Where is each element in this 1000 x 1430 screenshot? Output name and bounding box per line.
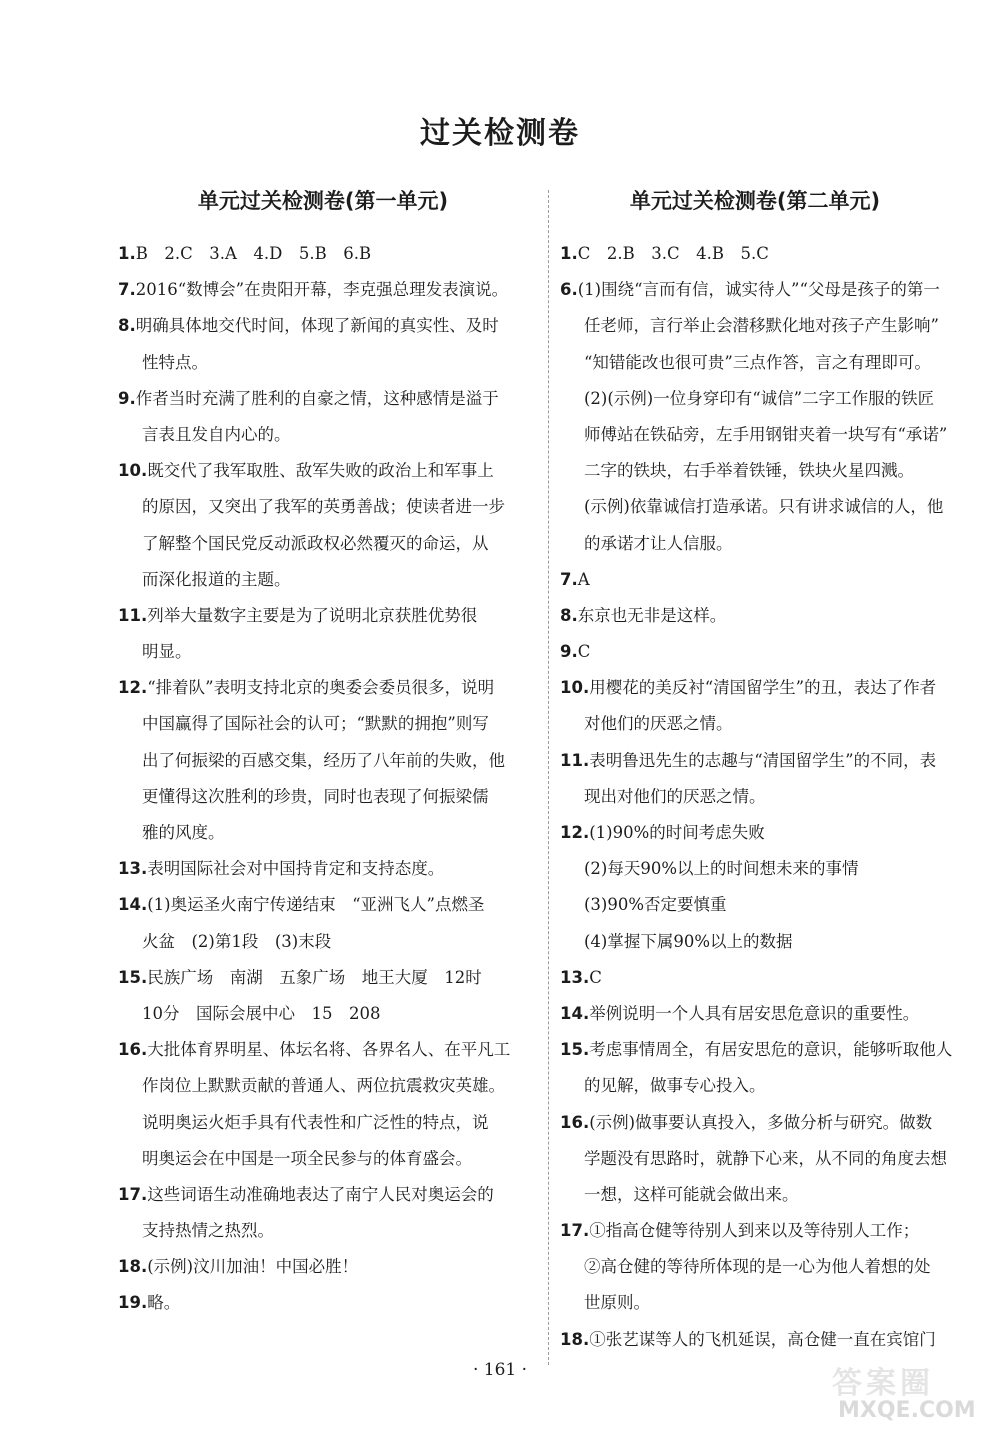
- answer-line: [560, 598, 950, 634]
- answer-line: [560, 526, 950, 562]
- answer-line: [118, 1213, 548, 1249]
- answer-line: [118, 779, 548, 815]
- answer-line: [118, 562, 548, 598]
- answer-line: [560, 1032, 953, 1068]
- answer-text: 明奥运会在中国是一项全民参与的体育盛会。: [142, 1148, 472, 1168]
- answer-text: 2016“数博会”在贵阳开幕，李克强总理发表演说。: [135, 280, 509, 300]
- answer-text: 中国赢得了国际社会的认可；“默默的拥抱”则写: [142, 714, 489, 734]
- question-number: 7.: [560, 569, 578, 589]
- answer-text: 用樱花的美反衬“清国留学生”的丑，表达了作者: [589, 678, 937, 698]
- answer-line: [118, 1105, 548, 1141]
- question-number: 16.: [118, 1040, 148, 1060]
- answer-line: [118, 598, 548, 634]
- question-number: 10.: [118, 461, 148, 481]
- question-number: 17.: [560, 1221, 590, 1241]
- answer-line: [118, 417, 548, 453]
- answer-text: 更懂得这次胜利的珍贵，同时也表现了何振梁儒: [142, 786, 489, 806]
- answer-line: [118, 308, 548, 344]
- answer-text: 火盆 (2)第1段 (3)末段: [142, 931, 332, 951]
- answer-line: [118, 1249, 548, 1285]
- answer-text: (2)每天90%以上的时间想未来的事情: [584, 859, 859, 879]
- question-number: 6.: [560, 280, 578, 300]
- question-number: 13.: [118, 859, 148, 879]
- answer-line: [560, 1141, 950, 1177]
- answer-text: 的见解，做事专心投入。: [584, 1076, 766, 1096]
- answer-line: [560, 417, 950, 453]
- answer-text: 出了何振梁的百感交集，经历了八年前的失败，他: [142, 750, 505, 770]
- answer-line: [118, 1032, 548, 1068]
- answer-text: 雅的风度。: [142, 823, 225, 842]
- answer-line: [118, 960, 548, 996]
- question-number: 17.: [118, 1184, 148, 1204]
- answer-line: [118, 634, 548, 670]
- answer-text: 支持热情之热烈。: [142, 1221, 274, 1241]
- answer-line: [560, 1105, 950, 1141]
- answer-text: (1)围绕“言而有信，诚实待人”“父母是孩子的第一: [577, 280, 940, 300]
- answer-text: “排着队”表明支持北京的奥委会委员很多，说明: [147, 678, 495, 698]
- right-column-heading: 单元过关检测卷(第二单元): [629, 189, 881, 213]
- answer-text: 二字的铁块，右手举着铁锤，铁块火星四溅。: [584, 461, 914, 481]
- answer-line: [560, 887, 950, 923]
- answer-text: C: [577, 642, 591, 662]
- answer-text: (示例)汶川加油！中国必胜！: [147, 1257, 359, 1277]
- answer-text: 一想，这样可能就会做出来。: [584, 1184, 799, 1204]
- answer-text: 作岗位上默默贡献的普通人、两位抗震救灾英雄。: [142, 1076, 505, 1096]
- question-number: 10.: [560, 678, 590, 698]
- answer-text: 世原则。: [584, 1293, 650, 1313]
- answer-line: [118, 670, 548, 706]
- question-number: 7.: [118, 280, 136, 300]
- answer-line: [560, 851, 950, 887]
- answer-line: [560, 924, 950, 960]
- answer-text: 了解整个国民党反动派政权必然覆灭的命运，从: [142, 533, 489, 553]
- answer-line: [560, 743, 950, 779]
- watermark-title: 答案圈: [832, 1366, 934, 1401]
- answer-text: A: [577, 569, 590, 589]
- answer-line: [560, 634, 950, 670]
- answer-text: ②高仓健的等待所体现的是一心为他人着想的处: [584, 1257, 931, 1277]
- question-number: 18.: [560, 1329, 590, 1349]
- page-number: · 161 ·: [472, 1360, 528, 1380]
- answer-text: C: [589, 967, 602, 987]
- answer-line: [118, 236, 548, 272]
- answer-line: [560, 960, 950, 996]
- answer-text: (示例)做事要认真投入，多做分析与研究。做数: [589, 1112, 933, 1132]
- answer-text: (1)奥运圣火南宁传递结束 “亚洲飞人”点燃圣: [147, 895, 485, 915]
- question-number: 15.: [560, 1040, 590, 1060]
- answer-text: (4)掌握下属90%以上的数据: [584, 931, 793, 951]
- page-title: 过关检测卷: [420, 116, 580, 151]
- answer-text: 而深化报道的主题。: [142, 569, 291, 589]
- answer-text: 明显。: [142, 642, 192, 662]
- answer-line: [560, 670, 950, 706]
- answer-line: [118, 526, 548, 562]
- answer-line: [560, 345, 950, 381]
- answer-line: [560, 308, 950, 344]
- answer-text: 的承诺才让人信服。: [584, 533, 733, 553]
- answer-line: [560, 236, 950, 272]
- question-number: 19.: [118, 1293, 148, 1313]
- question-number: 14.: [118, 895, 148, 915]
- answer-text: 略。: [147, 1293, 181, 1313]
- answer-line: [118, 1068, 548, 1104]
- answer-line: [118, 743, 548, 779]
- answer-line: [118, 272, 548, 308]
- answer-line: [560, 453, 950, 489]
- answer-text: “知错能改也很可贵”三点作答，言之有理即可。: [584, 352, 931, 372]
- answer-line: [118, 887, 548, 923]
- answer-line: [118, 1141, 548, 1177]
- answer-text: 考虑事情周全，有居安思危的意识，能够听取他人: [589, 1040, 953, 1060]
- answer-line: [560, 1249, 950, 1285]
- answer-line: [118, 996, 548, 1032]
- watermark-logo: [832, 1358, 992, 1426]
- answer-text: 表明国际社会对中国持肯定和支持态度。: [147, 859, 445, 879]
- answer-text: 说明奥运火炬手具有代表性和广泛性的特点，说: [142, 1112, 489, 1132]
- answer-text: 列举大量数字主要是为了说明北京获胜优势很: [147, 605, 478, 625]
- answer-text: 这些词语生动准确地表达了南宁人民对奥运会的: [147, 1184, 494, 1204]
- answer-text: 言表且发自内心的。: [142, 424, 291, 444]
- answer-line: [560, 706, 950, 742]
- answer-line: [560, 996, 950, 1032]
- answer-line: [560, 815, 950, 851]
- question-number: 16.: [560, 1112, 590, 1132]
- answer-text: ①指高仓健等待别人到来以及等待别人工作；: [589, 1221, 920, 1241]
- answer-line: [560, 562, 950, 598]
- question-number: 8.: [118, 316, 136, 336]
- answer-line: [560, 1068, 950, 1104]
- question-number: 14.: [560, 1003, 590, 1023]
- answer-text: 东京也无非是这样。: [577, 605, 727, 625]
- question-number: 12.: [118, 678, 148, 698]
- answer-line: [118, 453, 548, 489]
- answer-text: 学题没有思路时，就静下心来，从不同的角度去想: [584, 1148, 947, 1168]
- answer-line: [560, 1285, 950, 1321]
- question-number: 9.: [560, 642, 578, 662]
- answer-text: 任老师，言行举止会潜移默化地对孩子产生影响”: [584, 316, 939, 336]
- right-column: [560, 182, 953, 1358]
- answer-line: [560, 272, 950, 308]
- left-column-heading: 单元过关检测卷(第一单元): [197, 189, 449, 213]
- answer-line: [118, 489, 548, 525]
- question-number: 13.: [560, 967, 590, 987]
- answer-text: (3)90%否定要慎重: [584, 895, 727, 915]
- answer-text: 民族广场 南湖 五象广场 地王大厦 12时: [147, 967, 482, 987]
- answer-text: 大批体育界明星、体坛名将、各界名人、在平凡工: [147, 1040, 511, 1060]
- answer-text: 10分 国际会展中心 15 208: [142, 1003, 381, 1023]
- answer-text: 既交代了我军取胜、敌军失败的政治上和军事上: [147, 461, 494, 481]
- answer-text: 举例说明一个人具有居安思危意识的重要性。: [589, 1003, 920, 1023]
- answer-text: C 2.B 3.C 4.B 5.C: [577, 244, 769, 263]
- answer-line: [560, 1177, 950, 1213]
- answer-line: [118, 1177, 548, 1213]
- question-number: 15.: [118, 967, 148, 987]
- answer-line: [560, 489, 950, 525]
- answer-text: 师傅站在铁砧旁，左手用钢钳夹着一块写有“承诺”: [584, 424, 948, 444]
- answer-line: [118, 851, 548, 887]
- answer-line: [560, 1322, 950, 1358]
- question-number: 8.: [560, 605, 578, 625]
- left-answer-list: [118, 236, 548, 1322]
- question-number: 11.: [560, 750, 590, 770]
- question-number: 9.: [118, 388, 136, 408]
- answer-text: (示例)依靠诚信打造承诺。只有讲求诚信的人，他: [584, 497, 944, 517]
- answer-line: [118, 815, 548, 851]
- question-number: 12.: [560, 823, 590, 842]
- answer-line: [118, 1285, 548, 1321]
- answer-text: (2)(示例)一位身穿印有“诚信”二字工作服的铁匠: [584, 388, 935, 408]
- answer-line: [560, 381, 950, 417]
- right-answer-list: [560, 236, 953, 1358]
- answer-line: [118, 381, 548, 417]
- answer-text: 对他们的厌恶之情。: [584, 714, 733, 734]
- answer-line: [560, 779, 950, 815]
- answer-line: [118, 345, 548, 381]
- answer-text: 表明鲁迅先生的志趣与“清国留学生”的不同，表: [589, 750, 937, 770]
- answer-text: 明确具体地交代时间，体现了新闻的真实性、及时: [135, 316, 499, 336]
- answer-text: 现出对他们的厌恶之情。: [584, 786, 766, 806]
- question-number: 11.: [118, 605, 148, 625]
- answer-text: (1)90%的时间考虑失败: [589, 823, 765, 842]
- answer-text: 的原因，又突出了我军的英勇善战；使读者进一步: [142, 497, 505, 517]
- column-divider: [548, 190, 549, 1365]
- answer-text: ①张艺谋等人的飞机延误，高仓健一直在宾馆门: [589, 1329, 936, 1349]
- question-number: 1.: [560, 244, 578, 263]
- question-number: 18.: [118, 1257, 148, 1277]
- answer-text: 性特点。: [142, 352, 208, 372]
- answer-text: 作者当时充满了胜利的自豪之情，这种感情是溢于: [135, 388, 499, 408]
- answer-text: B 2.C 3.A 4.D 5.B 6.B: [135, 244, 372, 263]
- answer-line: [118, 924, 548, 960]
- answer-line: [560, 1213, 950, 1249]
- watermark-url: MXQE.COM: [838, 1398, 976, 1423]
- answer-line: [118, 706, 548, 742]
- left-column: [118, 182, 548, 1322]
- question-number: 1.: [118, 244, 136, 263]
